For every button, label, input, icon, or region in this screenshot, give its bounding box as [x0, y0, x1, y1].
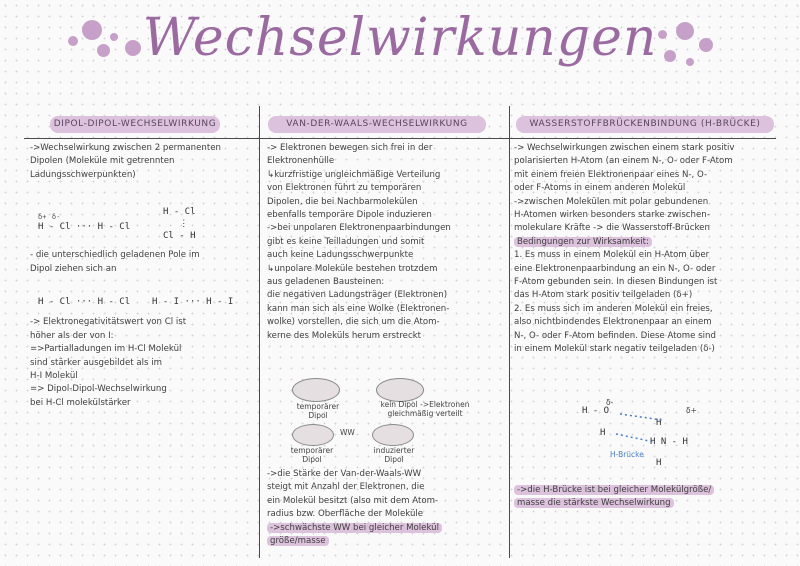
text-line: auch keine Ladungsschwerpunkte [267, 250, 414, 261]
text-line: das H-Atom stark positiv teilgeladen (δ+) [514, 290, 693, 301]
text-line: kann man sich als eine Wolke (Elektronen- [267, 303, 450, 314]
text-line: Dipol ziehen sich an [30, 263, 117, 274]
electron-cloud [376, 378, 424, 402]
molecule-hcl-vertical: H - Cl ⋮ Cl - H [163, 207, 196, 241]
text-line: ->die Stärke der Van-der-Waals-WW [267, 469, 422, 479]
text-line: -> Elektronen bewegen sich frei in der [267, 143, 433, 153]
text-line: sind stärker ausgebildet als im [30, 357, 162, 368]
text-line: ebenfalls temporäre Dipole induzieren [267, 210, 432, 221]
text-line: bei H-Cl molekülstärker [30, 397, 131, 408]
text-line: ↳unpolare Moleküle bestehen trotzdem [267, 263, 438, 274]
highlight-weakest-2: größe/masse [267, 536, 329, 546]
column-dipol [30, 142, 256, 410]
text-line: ->zwischen Molekülen mit polar gebundenen [514, 196, 709, 207]
text-line: N-, O- oder F-Atom befinden. Diese Atome sind [514, 330, 716, 341]
electron-cloud [292, 424, 334, 446]
molecule-pair-hi: H - I ··· H - I [152, 297, 234, 307]
text-line: gibt es keine Teilladungen und somit [267, 236, 425, 247]
text-line: aus geladenen Bausteinen: [267, 277, 385, 288]
text-line: 2. Es muss sich im anderen Molekül ein freies, [514, 303, 713, 314]
water-h: H [600, 428, 606, 438]
text-line: Ladungsschwerpunkten) [30, 169, 136, 180]
text-line [30, 182, 256, 195]
column-vdw [267, 142, 507, 343]
column-hbruecke [514, 142, 776, 357]
text-line: -> Wechselwirkungen zwischen einem stark positiv [514, 143, 735, 153]
caption-ww: WW [340, 428, 355, 437]
text-line [30, 196, 256, 209]
text-line: 1. Es muss in einem Molekül ein H-Atom über [514, 250, 710, 261]
caption-kein-dipol: kein Dipol ->Elektronen gleichmäßig verteilt [380, 400, 470, 418]
text-line: wolke) vorstellen, die sich um die Atom- [267, 317, 440, 328]
text-line: molekulare Kräfte -> die Wasserstoff-Brücken [514, 223, 710, 234]
molecule-hcl: δ+ δ- H - Cl ··· H - Cl [38, 213, 131, 232]
text-line: eine Elektronenpaarbindung an ein N-, O- oder [514, 263, 716, 274]
text-line: ->bei unpolaren Elektronenpaarbindungen [267, 223, 451, 234]
highlight-weakest: ->schwächste WW bei gleicher Molekül [267, 523, 442, 533]
h-bridge-dots [612, 410, 672, 450]
text-line: - die unterschiedlich geladenen Pole im [30, 250, 200, 261]
column-divider [509, 106, 510, 558]
heading-dipol: DIPOL-DIPOL-WECHSELWIRKUNG [50, 116, 220, 133]
text-line [30, 276, 256, 289]
text-line: H-Atomen wirken besonders starke zwischen- [514, 210, 710, 221]
delta-plus: δ+ [686, 406, 697, 415]
text-line: ->Wechselwirkung zwischen 2 permanenten [30, 143, 221, 153]
text-line: Dipolen (Moleküle mit getrennten [30, 156, 175, 167]
ammonia-molecule: H N - H [650, 437, 688, 447]
highlight-strongest: ->die H-Brücke ist bei gleicher Molekülgröße/ [514, 485, 714, 495]
text-line [30, 236, 256, 249]
text-line: H-I Molekül [30, 370, 78, 381]
highlight-conditions: Bedingungen zur Wirksamkeit: [514, 237, 652, 247]
text-line: mit einem freien Elektronenpaar eines N-, O- [514, 169, 708, 180]
delta-minus: δ- [606, 398, 614, 407]
text-line: ↳kurzfristige ungleichmäßige Verteilung [267, 169, 441, 180]
caption-temp-dipol-2: temporärer Dipol [290, 446, 334, 464]
text-line: => Dipol-Dipol-Wechselwirkung [30, 384, 167, 395]
text-line: von Elektronen führt zu temporären [267, 183, 422, 194]
caption-temp-dipol: temporärer Dipol [296, 402, 340, 420]
text-line: oder F-Atoms in einem anderen Molekül [514, 183, 686, 194]
text-line: Elektronenhülle [267, 156, 335, 167]
electron-cloud [372, 424, 414, 446]
text-line: F-Atom gebunden sein. In diesen Bindungen ist [514, 277, 718, 288]
text-line: höher als der von I: [30, 330, 114, 341]
heading-hbruecke: WASSERSTOFFBRÜCKENBINDUNG (H-BRÜCKE) [516, 116, 774, 133]
electron-cloud [292, 378, 340, 402]
molecule-pair-hcl: H - Cl ··· H - Cl [38, 297, 131, 307]
text-line: die negativen Ladungsträger (Elektronen) [267, 290, 448, 301]
label-h-bruecke: H-Brücke [610, 450, 644, 459]
text-line: kerne des Moleküls herum erstreckt [267, 330, 422, 341]
text-line: also nichtbindendes Elektronenpaar an einem [514, 317, 712, 328]
caption-induced: induzierter Dipol [373, 446, 415, 464]
highlight-strongest-2: masse die stärkste Wechselwirkung [514, 498, 674, 508]
hbruecke-bottom [514, 484, 776, 511]
ammonia-top: H [656, 418, 662, 428]
text-line: radius bzw. Oberfläche der Moleküle [267, 509, 424, 520]
text-line: -> Elektronegativitätswert von Cl ist [30, 317, 187, 328]
ammonia-bottom: H [656, 458, 662, 468]
text-line: ein Molekül besitzt (also mit dem Atom- [267, 495, 439, 506]
page-title: Wechselwirkungen [142, 8, 658, 68]
text-line: polarisierten H-Atom (an einem N-, O- oder F-Atom [514, 156, 733, 167]
text-line: steigt mit Anzahl der Elektronen, die [267, 482, 425, 493]
header-divider [24, 138, 776, 139]
water-molecule: H - O [582, 406, 610, 416]
text-line: =>Partialladungen im H-Cl Molekül [30, 344, 182, 355]
column-divider [259, 106, 260, 558]
text-line: in einem Molekül stark negativ teilgeladen (δ-) [514, 344, 715, 355]
text-line: Dipolen, die bei Nachbarmolekülen [267, 196, 418, 207]
heading-vdw: VAN-DER-WAALS-WECHSELWIRKUNG [268, 116, 486, 133]
vdw-bottom [267, 468, 507, 548]
